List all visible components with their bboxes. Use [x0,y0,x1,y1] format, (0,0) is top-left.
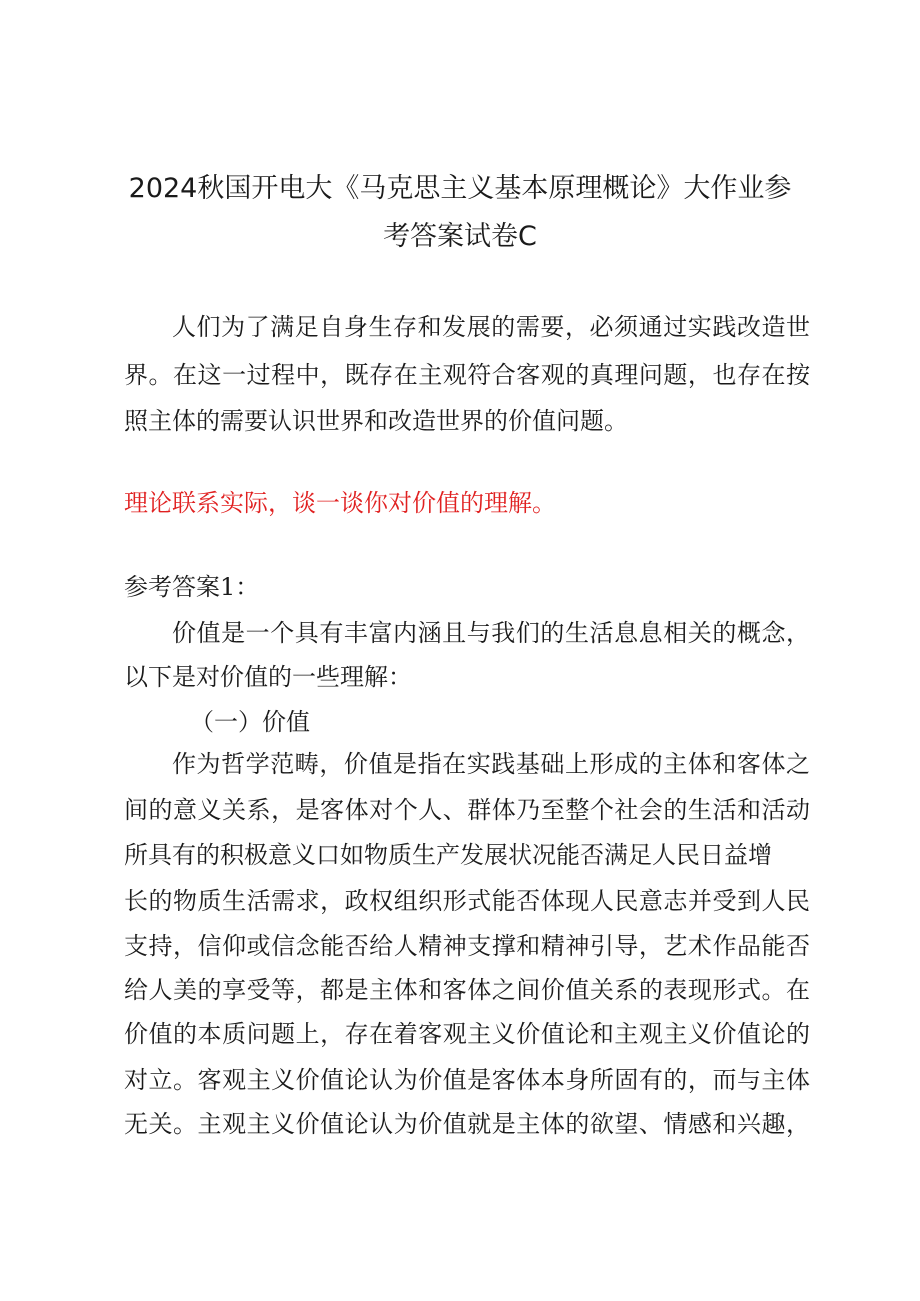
answer-body-line: 支持，信仰或信念能否给人精神支撑和精神引导，艺术作品能否 [124,932,810,960]
intro-line: 界。在这一过程中，既存在主观符合客观的真理问题，也存在按 [124,361,810,389]
answer-body-line: 无关。主观主义价值论认为价值就是主体的欲望、情感和兴趣， [124,1110,810,1138]
document-title-line-1: 2024秋国开电大《马克思主义基本原理概论》大作业参 [128,173,792,204]
answer-body-line: 价值的本质问题上，存在着客观主义价值论和主观主义价值论的 [124,1020,810,1048]
document-title-line-2: 考答案试卷C [383,221,537,252]
answer-intro-line: 以下是对价值的一些理解： [124,663,412,691]
answer-body-line: 间的意义关系，是客体对个人、群体乃至整个社会的生活和活动 [124,796,810,824]
section-heading: （一）价值 [190,708,310,736]
answer-body-line: 长的物质生活需求，政权组织形式能否体现人民意志并受到人民 [124,887,810,915]
answer-label: 参考答案1： [124,573,260,601]
answer-body-line: 所具有的积极意义口如物质生产发展状况能否满足人民日益增 [124,841,772,869]
intro-line: 照主体的需要认识世界和改造世界的价值问题。 [124,407,628,435]
answer-body-line: 对立。客观主义价值论认为价值是客体本身所固有的，而与主体 [124,1066,810,1094]
intro-line: 人们为了满足自身生存和发展的需要，必须通过实践改造世 [172,313,810,341]
answer-body-line: 给人美的享受等，都是主体和客体之间价值关系的表现形式。在 [124,976,810,1004]
question-prompt: 理论联系实际，谈一谈你对价值的理解。 [124,489,556,517]
answer-body-line: 作为哲学范畴，价值是指在实践基础上形成的主体和客体之 [172,750,810,778]
answer-intro-line: 价值是一个具有丰富内涵且与我们的生活息息相关的概念， [172,619,810,647]
